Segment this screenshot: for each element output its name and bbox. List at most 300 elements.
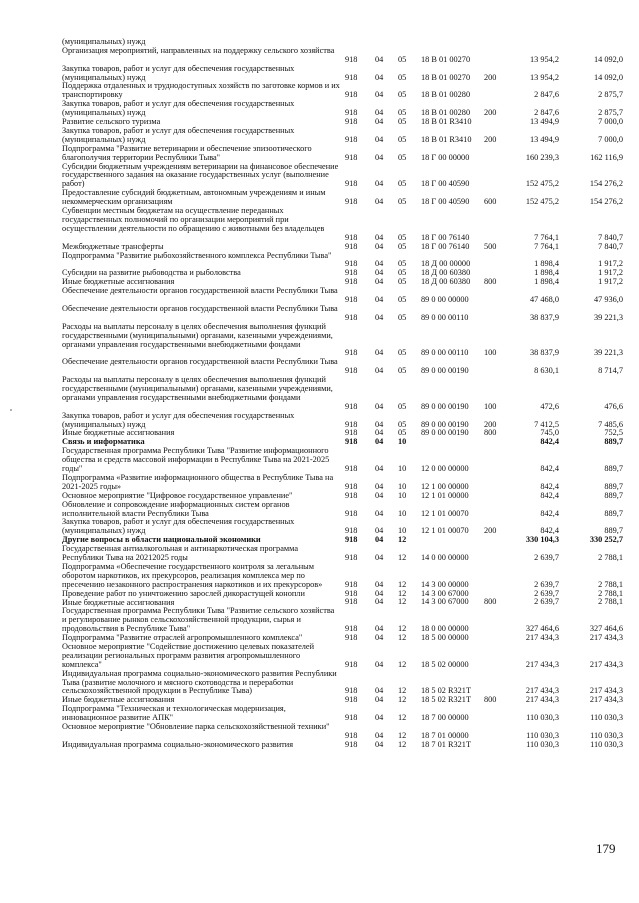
row-name: Государственная программа Республики Тыва "Развитие сельского хозяйства и регулирование рынков сельскохозяйственной продукции, сырья и продовольствия в Республике Тыва"	[62, 606, 335, 634]
row-code-pr: 05	[398, 134, 407, 144]
row-name: Обеспечение деятельности органов государственной власти Республики Тыва	[62, 303, 338, 313]
table-row	[0, 145, 639, 163]
row-code-csr: 18 7 00 00000	[421, 713, 469, 723]
row-amount-1: 472,6	[540, 401, 559, 411]
row-amount-2: 110 030,3	[590, 713, 623, 723]
row-amount-1: 47 468,0	[529, 295, 559, 304]
row-code-pr: 10	[398, 464, 407, 474]
row-code-rz: 04	[375, 588, 384, 598]
row-amount-1: 842,4	[540, 526, 559, 536]
row-amount-2: 162 116,9	[590, 152, 623, 162]
row-name: Подпрограмма "Развитие ветеринарии и обеспечение эпизоотического благополучия территории Республики Тыва"	[62, 143, 312, 162]
row-amount-1: 2 847,6	[534, 108, 559, 118]
row-code-csr: 18 Г 00 40590	[421, 179, 470, 189]
row-amount-1: 13 494,9	[529, 117, 559, 127]
row-amount-1: 1 898,4	[534, 259, 559, 269]
row-code-gr: 918	[345, 117, 358, 127]
row-code-rz: 04	[375, 401, 384, 411]
row-amount-1: 7 412,5	[534, 419, 559, 429]
row-code-csr: 18 5 02 00000	[421, 659, 469, 669]
row-amount-1: 2 639,7	[534, 597, 559, 607]
row-code-rz: 04	[375, 241, 384, 251]
table-row	[0, 287, 639, 305]
row-amount-2: 2 875,7	[598, 90, 623, 100]
row-amount-1: 327 464,6	[525, 624, 559, 634]
row-amount-2: 1 917,2	[598, 277, 623, 287]
row-amount-1: 152 475,2	[525, 197, 559, 207]
row-code-pr: 05	[398, 312, 407, 322]
row-name: Предоставление субсидий бюджетным, автономным учреждениям и иным некоммерческим организациям	[62, 188, 326, 207]
row-code-gr: 918	[345, 277, 358, 287]
row-name: Субсидии бюджетным учреждениям ветеринарии на финансовое обеспечение государственного задания на оказание государственных услуг (выполнение работ)	[62, 161, 339, 189]
row-amount-2: 154 276,2	[589, 197, 623, 207]
row-code-rz: 04	[375, 633, 384, 643]
row-amount-1: 842,4	[540, 437, 559, 447]
row-amount-2: 154 276,2	[589, 179, 623, 189]
row-code-pr: 12	[398, 579, 407, 589]
table-row	[0, 518, 639, 536]
row-code-gr: 918	[345, 633, 358, 643]
row-code-gr: 918	[345, 401, 358, 411]
row-amount-2: 7 000,0	[598, 134, 623, 144]
row-code-rz: 04	[375, 90, 384, 100]
table-row	[0, 474, 639, 492]
row-code-gr: 918	[345, 659, 358, 669]
row-code-csr: 14 3 00 67000	[421, 588, 469, 598]
row-code-pr: 05	[398, 152, 407, 162]
row-amount-2: 217 434,3	[589, 659, 623, 669]
row-code-gr: 918	[345, 437, 358, 447]
row-amount-2: 889,7	[604, 526, 623, 536]
row-amount-1: 7 764,1	[534, 232, 559, 242]
row-code-gr: 918	[345, 54, 358, 64]
row-code-vr: 200	[484, 72, 497, 82]
row-amount-1: 38 837,9	[529, 312, 559, 322]
row-amount-1: 842,4	[540, 481, 559, 491]
row-amount-2: 2 788,1	[598, 597, 623, 607]
row-code-csr: 18 В 01 00270	[421, 54, 471, 64]
row-code-csr: 18 5 02 R321T	[421, 695, 472, 705]
row-code-pr: 12	[398, 624, 407, 634]
row-amount-2: 7 485,6	[598, 419, 623, 429]
row-code-gr: 918	[345, 419, 358, 429]
row-code-csr: 18 5 00 00000	[421, 633, 469, 643]
row-code-gr: 918	[345, 72, 358, 82]
row-code-csr: 89 0 00 00110	[421, 348, 469, 358]
row-name: Закупка товаров, работ и услуг для обеспечения государственных (муниципальных) нужд	[62, 517, 295, 536]
row-amount-2: 1 917,2	[598, 268, 623, 278]
row-code-gr: 918	[345, 348, 358, 358]
row-code-csr: 18 Г 00 76140	[421, 241, 470, 251]
row-code-gr: 918	[345, 508, 358, 518]
row-code-csr: 89 0 00 00110	[421, 312, 469, 322]
row-amount-2: 7 840,7	[598, 232, 623, 242]
table-row	[0, 723, 639, 741]
row-code-vr: 600	[484, 197, 497, 207]
row-code-csr: 18 В 01 R3410	[421, 117, 472, 127]
row-amount-1: 217 434,3	[525, 633, 559, 643]
row-code-vr: 200	[484, 108, 497, 118]
table-row	[0, 412, 639, 430]
row-code-gr: 918	[345, 259, 358, 269]
row-code-pr: 05	[398, 90, 407, 100]
row-amount-1: 1 898,4	[534, 268, 559, 278]
row-code-pr: 12	[398, 553, 407, 563]
row-code-gr: 918	[345, 428, 358, 438]
row-name: Государственная программа Республики Тыва "Развитие информационного общества и средств массовой информации в Республике Тыва на 2021-2025 годы"	[62, 446, 330, 474]
table-row	[0, 447, 639, 474]
table-row	[0, 501, 639, 519]
row-code-csr: 12 0 00 00000	[421, 464, 469, 474]
row-name: Межбюджетные трансферты	[62, 241, 164, 251]
row-name: Подпрограмма "Техническая и технологическая модернизация, инновационное развитие АПК"	[62, 704, 286, 723]
row-code-rz: 04	[375, 481, 384, 491]
row-code-gr: 918	[345, 526, 358, 536]
row-code-csr: 12 1 00 00000	[421, 481, 469, 491]
row-name: Подпрограмма «Развитие информационного общества в Республике Тыва на 2021-2025 годы»	[62, 472, 334, 491]
row-code-pr: 10	[398, 437, 407, 447]
row-code-rz: 04	[375, 117, 384, 127]
row-amount-1: 152 475,2	[525, 179, 559, 189]
row-amount-2: 8 714,7	[598, 366, 623, 376]
row-amount-2: 217 434,3	[589, 686, 623, 696]
row-code-gr: 918	[345, 232, 358, 242]
row-amount-1: 1 898,4	[534, 277, 559, 287]
row-name: Подпрограмма «Обеспечение государственного контроля за легальным оборотом наркотиков, их прекурсоров, реализация комплекса мер по пресечению незаконного распространения наркотиков и их прекурсоров»	[62, 561, 323, 589]
row-code-gr: 918	[345, 535, 358, 545]
row-name: Поддержка отдаленных и труднодоступных хозяйств по заготовке кормов и их транспортировку	[62, 81, 340, 100]
row-code-rz: 04	[375, 366, 384, 376]
row-code-rz: 04	[375, 686, 384, 696]
row-amount-1: 842,4	[540, 508, 559, 518]
row-code-csr: 14 0 00 00000	[421, 553, 469, 563]
row-amount-1: 2 639,7	[534, 588, 559, 598]
row-code-pr: 05	[398, 277, 407, 287]
row-code-csr: 18 Г 00 40590	[421, 197, 470, 207]
row-code-pr: 05	[398, 179, 407, 189]
row-amount-2: 2 788,1	[598, 579, 623, 589]
row-name: Субвенции местным бюджетам на осуществление переданных государственных полномочий по организации мероприятий при осуществлении деятельности по обращению с животными без владельцев	[62, 206, 325, 233]
row-amount-2: 7 840,7	[598, 241, 623, 251]
row-code-pr: 12	[398, 695, 407, 705]
row-code-pr: 10	[398, 526, 407, 536]
table-row	[0, 563, 639, 590]
table-row	[0, 252, 639, 270]
row-code-gr: 918	[345, 241, 358, 251]
row-amount-2: 889,7	[604, 508, 623, 518]
budget-table	[0, 38, 639, 750]
table-row	[0, 47, 639, 65]
row-code-vr: 100	[484, 401, 497, 411]
row-code-pr: 12	[398, 686, 407, 696]
row-code-csr: 89 0 00 00000	[421, 295, 469, 304]
table-row	[0, 358, 639, 376]
row-code-csr: 18 В 01 R3410	[421, 134, 472, 144]
row-code-vr: 200	[484, 134, 497, 144]
row-amount-2: 476,6	[604, 401, 623, 411]
row-code-pr: 12	[398, 713, 407, 723]
row-code-csr: 12 1 01 00070	[421, 526, 469, 536]
row-code-csr: 12 1 01 00070	[421, 508, 469, 518]
row-code-gr: 918	[345, 152, 358, 162]
row-code-rz: 04	[375, 535, 384, 545]
row-code-gr: 918	[345, 268, 358, 278]
row-code-rz: 04	[375, 713, 384, 723]
row-amount-1: 110 030,3	[526, 713, 559, 723]
row-code-csr: 14 3 00 67000	[421, 597, 469, 607]
row-amount-2: 47 936,0	[593, 295, 623, 304]
row-name: Организация мероприятий, направленных на поддержку сельского хозяйства	[62, 45, 335, 55]
row-amount-1: 745,0	[540, 428, 559, 438]
row-code-csr: 89 0 00 00190	[421, 419, 469, 429]
row-code-csr: 18 0 00 00000	[421, 624, 469, 634]
row-code-rz: 04	[375, 179, 384, 189]
scan-mark	[10, 409, 12, 411]
row-code-csr: 18 В 01 00270	[421, 72, 471, 82]
row-code-rz: 04	[375, 597, 384, 607]
row-amount-1: 330 104,3	[525, 535, 559, 545]
row-code-rz: 04	[375, 232, 384, 242]
row-code-gr: 918	[345, 588, 358, 598]
row-code-gr: 918	[345, 464, 358, 474]
row-name: Иные бюджетные ассигнования	[62, 428, 175, 438]
row-code-vr: 100	[484, 348, 497, 358]
row-code-rz: 04	[375, 624, 384, 634]
row-code-csr: 12 1 01 00000	[421, 490, 469, 500]
row-code-rz: 04	[375, 152, 384, 162]
table-row	[0, 207, 639, 243]
row-name: Индивидуальная программа социально-экономического развития Республики Тыва (развитие молочного и мясного скотоводства и переработки сельскохозяйственной продукции в Республике Тыва)	[62, 668, 337, 696]
row-amount-2: 2 788,1	[598, 553, 623, 563]
row-name: Связь и информатика	[62, 437, 145, 447]
row-amount-2: 889,7	[604, 437, 623, 447]
row-code-rz: 04	[375, 277, 384, 287]
row-name: Другие вопросы в области национальной экономики	[62, 535, 261, 545]
row-code-gr: 918	[345, 695, 358, 705]
row-code-pr: 10	[398, 481, 407, 491]
row-code-gr: 918	[345, 179, 358, 189]
table-row	[0, 65, 639, 83]
row-code-csr: 18 5 02 R321T	[421, 686, 472, 696]
row-amount-2: 889,7	[604, 464, 623, 474]
row-amount-2: 7 000,0	[598, 117, 623, 127]
row-amount-2: 327 464,6	[589, 624, 623, 634]
row-amount-2: 110 030,3	[590, 730, 623, 740]
row-name: Основное мероприятие "Цифровое государственное управление"	[62, 490, 293, 500]
row-name: Закупка товаров, работ и услуг для обеспечения государственных (муниципальных) нужд	[62, 99, 295, 118]
row-code-gr: 918	[345, 312, 358, 322]
row-code-vr: 800	[484, 695, 497, 705]
row-amount-2: 14 092,0	[593, 72, 623, 82]
row-amount-1: 13 954,2	[529, 54, 559, 64]
row-code-rz: 04	[375, 259, 384, 269]
row-amount-2: 39 221,3	[593, 312, 623, 322]
row-amount-2: 39 221,3	[593, 348, 623, 358]
row-code-pr: 05	[398, 366, 407, 376]
row-code-csr: 89 0 00 00190	[421, 401, 469, 411]
row-code-rz: 04	[375, 730, 384, 740]
row-code-rz: 04	[375, 508, 384, 518]
row-code-pr: 12	[398, 633, 407, 643]
table-row	[0, 323, 639, 359]
row-amount-1: 2 847,6	[534, 90, 559, 100]
row-code-rz: 04	[375, 739, 384, 749]
row-code-vr: 500	[484, 241, 497, 251]
row-code-vr: 200	[484, 419, 497, 429]
row-code-rz: 04	[375, 526, 384, 536]
table-row	[0, 82, 639, 100]
row-amount-1: 217 434,3	[525, 686, 559, 696]
row-code-pr: 05	[398, 259, 407, 269]
row-name: Индивидуальная программа социально-экономического развития	[62, 739, 294, 749]
row-amount-1: 13 954,2	[529, 72, 559, 82]
row-amount-1: 2 639,7	[534, 553, 559, 563]
table-row	[0, 705, 639, 723]
row-code-gr: 918	[345, 366, 358, 376]
row-code-rz: 04	[375, 464, 384, 474]
row-code-csr: 18 В 01 00280	[421, 108, 471, 118]
row-code-rz: 04	[375, 268, 384, 278]
row-code-vr: 200	[484, 526, 497, 536]
table-row	[0, 163, 639, 190]
row-amount-1: 110 030,3	[526, 730, 559, 740]
row-amount-2: 889,7	[604, 481, 623, 491]
row-amount-1: 2 639,7	[534, 579, 559, 589]
table-row	[0, 670, 639, 697]
row-amount-2: 2 788,1	[598, 588, 623, 598]
table-row	[0, 127, 639, 145]
row-code-pr: 12	[398, 739, 407, 749]
row-code-pr: 05	[398, 197, 407, 207]
row-code-csr: 18 В 01 00280	[421, 90, 471, 100]
row-code-pr: 05	[398, 348, 407, 358]
row-code-gr: 918	[345, 597, 358, 607]
row-code-gr: 918	[345, 624, 358, 634]
row-code-pr: 05	[398, 241, 407, 251]
row-code-pr: 12	[398, 659, 407, 669]
row-code-gr: 918	[345, 713, 358, 723]
row-code-gr: 918	[345, 134, 358, 144]
row-name: Подпрограмма "Развитие отраслей агропромышленного комплекса"	[62, 633, 303, 643]
row-code-gr: 918	[345, 686, 358, 696]
row-code-pr: 05	[398, 117, 407, 127]
row-code-csr: 18 7 01 R321T	[421, 739, 472, 749]
row-amount-1: 160 239,3	[525, 152, 559, 162]
row-name: Субсидии на развитие рыбоводства и рыболовства	[62, 268, 241, 278]
row-code-pr: 05	[398, 54, 407, 64]
row-amount-2: 330 252,7	[589, 535, 623, 545]
row-code-vr: 800	[484, 277, 497, 287]
row-code-rz: 04	[375, 428, 384, 438]
row-amount-1: 217 434,3	[525, 695, 559, 705]
row-name: (муниципальных) нужд	[62, 37, 146, 46]
row-code-vr: 800	[484, 428, 497, 438]
table-row	[0, 741, 639, 750]
row-name: Обеспечение деятельности органов государственной власти Республики Тыва	[62, 286, 338, 296]
row-name: Обновление и сопровождение информационных систем органов исполнительной власти Республики Тыва	[62, 499, 290, 518]
row-code-rz: 04	[375, 295, 384, 304]
row-code-csr: 89 0 00 00190	[421, 428, 469, 438]
row-name: Обеспечение деятельности органов государственной власти Республики Тыва	[62, 357, 338, 367]
row-amount-2: 110 030,3	[590, 739, 623, 749]
row-code-pr: 10	[398, 508, 407, 518]
row-name: Государственная антиалкогольная и антинаркотическая программа Республики Тыва на 20212025 годы	[62, 544, 299, 563]
row-amount-2: 217 434,3	[589, 695, 623, 705]
table-row	[0, 305, 639, 323]
row-code-csr: 18 7 01 00000	[421, 730, 469, 740]
row-amount-2: 889,7	[604, 490, 623, 500]
row-code-gr: 918	[345, 90, 358, 100]
row-name: Закупка товаров, работ и услуг для обеспечения государственных (муниципальных) нужд	[62, 410, 295, 429]
row-code-pr: 05	[398, 232, 407, 242]
row-code-csr: 18 Д 00 60380	[421, 268, 471, 278]
row-code-rz: 04	[375, 695, 384, 705]
table-row	[0, 376, 639, 412]
row-name: Расходы на выплаты персоналу в целях обеспечения выполнения функций государственными (муниципальными) органами, казенными учреждениями, органами управления государственными внебюджетными фондами	[62, 321, 333, 349]
row-code-rz: 04	[375, 579, 384, 589]
row-code-rz: 04	[375, 72, 384, 82]
row-amount-1: 7 764,1	[534, 241, 559, 251]
row-code-pr: 05	[398, 268, 407, 278]
row-amount-1: 842,4	[540, 464, 559, 474]
row-code-pr: 10	[398, 490, 407, 500]
row-code-rz: 04	[375, 553, 384, 563]
row-code-gr: 918	[345, 197, 358, 207]
row-amount-2: 217 434,3	[589, 633, 623, 643]
table-row	[0, 189, 639, 207]
row-name: Развитие сельского туризма	[62, 117, 161, 127]
table-row	[0, 545, 639, 563]
row-amount-1: 38 837,9	[529, 348, 559, 358]
row-name: Иные бюджетные ассигнования	[62, 695, 175, 705]
row-amount-1: 8 630,1	[534, 366, 559, 376]
row-code-pr: 05	[398, 419, 407, 429]
row-code-pr: 05	[398, 72, 407, 82]
row-code-rz: 04	[375, 419, 384, 429]
row-code-rz: 04	[375, 108, 384, 118]
row-amount-2: 2 875,7	[598, 108, 623, 118]
row-code-csr: 18 Г 00 00000	[421, 152, 470, 162]
row-name: Закупка товаров, работ и услуг для обеспечения государственных (муниципальных) нужд	[62, 63, 295, 82]
row-name: Иные бюджетные ассигнования	[62, 597, 175, 607]
row-code-rz: 04	[375, 54, 384, 64]
row-amount-1: 13 494,9	[529, 134, 559, 144]
row-amount-1: 110 030,3	[526, 739, 559, 749]
table-row	[0, 643, 639, 670]
row-code-csr: 18 Г 00 76140	[421, 232, 470, 242]
row-amount-1: 217 434,3	[525, 659, 559, 669]
row-code-pr: 05	[398, 295, 407, 304]
row-name: Подпрограмма "Развитие рыбохозяйственного комплекса Республики Тыва"	[62, 250, 332, 260]
row-name: Иные бюджетные ассигнования	[62, 277, 175, 287]
row-code-rz: 04	[375, 197, 384, 207]
row-code-gr: 918	[345, 553, 358, 563]
row-code-gr: 918	[345, 108, 358, 118]
row-code-rz: 04	[375, 312, 384, 322]
row-name: Закупка товаров, работ и услуг для обеспечения государственных (муниципальных) нужд	[62, 125, 295, 144]
table-row	[0, 607, 639, 634]
row-amount-2: 752,5	[604, 428, 623, 438]
row-code-gr: 918	[345, 481, 358, 491]
row-code-rz: 04	[375, 134, 384, 144]
row-code-csr: 18 Д 00 60380	[421, 277, 471, 287]
row-code-pr: 12	[398, 597, 407, 607]
row-code-gr: 918	[345, 295, 358, 304]
row-code-pr: 12	[398, 730, 407, 740]
row-name: Основное мероприятие "Обновление парка сельскохозяйственной техники"	[62, 722, 330, 732]
row-code-csr: 14 3 00 00000	[421, 579, 469, 589]
row-code-pr: 05	[398, 401, 407, 411]
